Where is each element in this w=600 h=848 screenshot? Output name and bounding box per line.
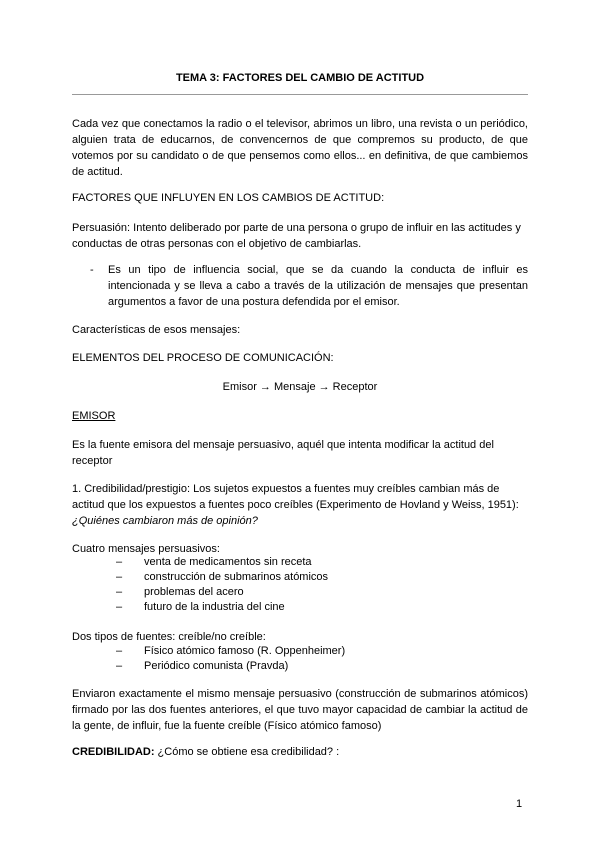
dash-marker: – xyxy=(116,645,123,657)
list-item xyxy=(116,555,516,570)
message-item: venta de medicamentos sin receta xyxy=(144,556,312,568)
message-item: futuro de la industria del cine xyxy=(144,601,285,613)
credibility-text: 1. Credibilidad/prestigio: Los sujetos expuestos a fuentes muy creíbles cambian más de actitud que los expuestos a fuentes poco creíbles (Experimento de Hovland y Weiss, 1951): xyxy=(72,483,519,511)
persuasion-definition: Persuasión: Intento deliberado por parte de una persona o grupo de influir en las actitudes y conductas de otras personas con el objetivo de cambiarlas. xyxy=(72,222,521,250)
source-item: Físico atómico famoso (R. Oppenheimer) xyxy=(144,645,346,657)
list-item xyxy=(116,570,516,585)
title-divider xyxy=(72,94,528,95)
dash-marker: – xyxy=(116,601,123,613)
credibilidad-question: ¿Cómo se obtiene esa credibilidad? : xyxy=(154,746,340,758)
credibilidad-line xyxy=(72,744,528,760)
dash-marker: – xyxy=(116,586,123,598)
bullet-item xyxy=(90,262,528,310)
emisor-description: Es la fuente emisora del mensaje persuasivo, aquél que intenta modificar la actitud del receptor xyxy=(72,439,494,467)
bullet-text: Es un tipo de influencia social, que se da cuando la conducta de influir es intencionada y se lleva a cabo a través de la utilización de mensajes que presentan argumentos a favor de una postura defendida por el emisor. xyxy=(108,264,528,308)
page-number: 1 xyxy=(516,798,523,810)
factors-heading: FACTORES QUE INFLUYEN EN LOS CAMBIOS DE ACTITUD: xyxy=(72,192,385,204)
communication-flow: Emisor → Mensaje → Receptor xyxy=(222,381,378,393)
credibility-question: ¿Quiénes cambiaron más de opinión? xyxy=(72,515,258,527)
list-item xyxy=(116,600,516,615)
credibility-paragraph xyxy=(72,481,528,529)
page-title: TEMA 3: FACTORES DEL CAMBIO DE ACTITUD xyxy=(175,72,425,84)
characteristics-line: Características de esos mensajes: xyxy=(72,324,241,336)
dash-marker: – xyxy=(116,556,123,568)
emisor-heading: EMISOR xyxy=(72,410,116,422)
list-item xyxy=(116,585,516,600)
conclusion-paragraph: Enviaron exactamente el mismo mensaje persuasivo (construcción de submarinos atómicos) firmado por las dos fuentes anteriores, el que tuvo mayor capacidad de cambiar la actitud de la gente, de influir, fue la fuente creíble (Físico atómico famoso) xyxy=(72,688,528,732)
message-item: construcción de submarinos atómicos xyxy=(144,571,329,583)
intro-paragraph: Cada vez que conectamos la radio o el televisor, abrimos un libro, una revista o un periódico, alguien trata de educarnos, de convencernos de que compremos su producto, de que votemos por su candidato o de que pensemos como ellos... en definitiva, de que cambiemos de actitud. xyxy=(72,118,528,178)
elements-heading: ELEMENTOS DEL PROCESO DE COMUNICACIÓN: xyxy=(72,352,334,364)
list-item xyxy=(116,644,516,659)
bullet-marker: - xyxy=(90,264,94,276)
credibilidad-label: CREDIBILIDAD: xyxy=(72,746,155,758)
messages-heading: Cuatro mensajes persuasivos: xyxy=(72,543,220,555)
source-item: Periódico comunista (Pravda) xyxy=(144,660,289,672)
list-item xyxy=(116,659,516,674)
message-item: problemas del acero xyxy=(144,586,244,598)
sources-heading: Dos tipos de fuentes: creíble/no creíble: xyxy=(72,631,266,643)
dash-marker: – xyxy=(116,571,123,583)
dash-marker: – xyxy=(116,660,123,672)
